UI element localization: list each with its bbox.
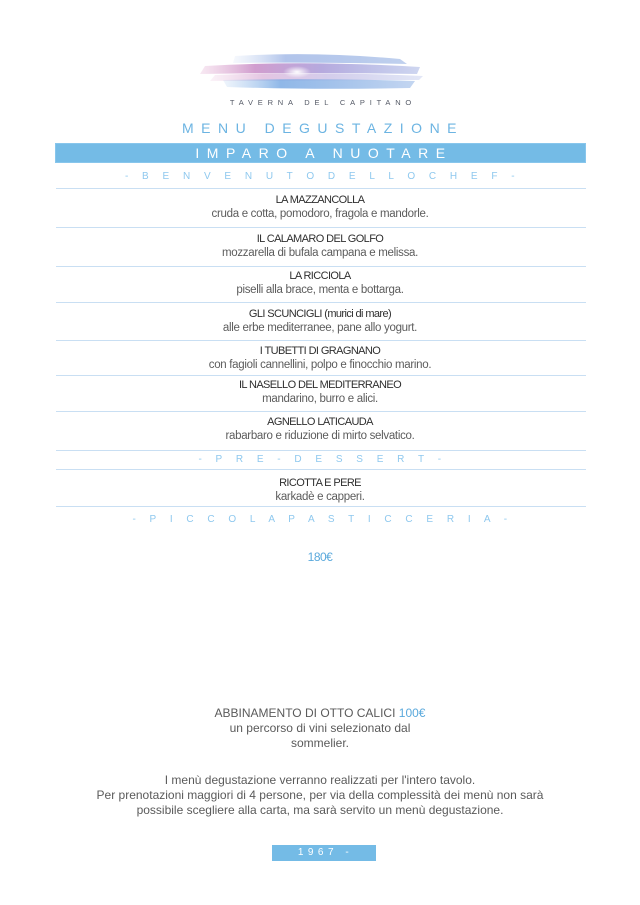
dish-item [0,193,640,222]
section-pastry: - P I C C O L A P A S T I C C E R I A - [132,514,513,525]
dish-description: alle erbe mediterranee, pane allo yogurt. [222,322,418,334]
dish-item [0,232,640,261]
brand-name: TAVERNA DEL CAPITANO [229,98,417,107]
menu-title: MENU DEGUSTAZIONE [181,120,465,136]
note-line: I menù degustazione verranno realizzati per l'intero tavolo. [164,773,476,787]
divider [56,188,586,189]
divider [56,506,586,507]
dish-name: IL NASELLO DEL MEDITERRANEO [238,379,402,391]
menu-price: 180€ [307,550,333,564]
dish-name: I TUBETTI DI GRAGNANO [259,345,381,357]
wine-pairing [0,706,640,751]
dish-name: GLI SCUNCIGLI (murici di mare) [248,308,392,320]
menu-banner [55,143,586,163]
dish-item [0,476,640,505]
pairing-description: un percorso di vini selezionato dal [229,721,411,735]
banner-title: IMPARO A NUOTARE [195,145,453,161]
note-line: possibile scegliere alla carta, ma sarà servito un menù degustazione. [136,803,504,817]
dish-item [0,307,640,336]
dish-name: LA RICCIOLA [289,270,351,282]
dish-description: cruda e cotta, pomodoro, fragola e mandorle. [211,208,429,220]
dish-item [0,415,640,444]
dish-name: LA MAZZANCOLLA [275,194,365,206]
dish-description: mozzarella di bufala campana e melissa. [221,247,419,259]
divider [56,469,586,470]
dish-description: piselli alla brace, menta e bottarga. [236,284,404,296]
divider [56,302,586,303]
dish-item [0,344,640,373]
pairing-price: 100€ [398,706,426,720]
dish-name: RICOTTA E PERE [279,477,361,489]
pairing-label: ABBINAMENTO DI OTTO CALICI [214,706,396,720]
pairing-description-cont: sommelier. [290,736,349,750]
section-welcome: - B E N V E N U T O D E L L O C H E F - [124,171,521,182]
divider [56,340,586,341]
dish-description: mandarino, burro e alici. [262,393,378,405]
divider [56,411,586,412]
section-pre-dessert: - P R E - D E S S E R T - [198,454,447,465]
dish-name: AGNELLO LATICAUDA [267,416,373,428]
dish-description: rabarbaro e riduzione di mirto selvatico. [225,430,415,442]
dish-item [0,378,640,407]
note-line: Per prenotazioni maggiori di 4 persone, per via della complessità dei menù non sarà [96,788,544,802]
dish-name: IL CALAMARO DEL GOLFO [256,233,384,245]
dish-item [0,269,640,298]
brush-stroke-logo-icon [195,50,425,94]
dish-description: karkadè e capperi. [275,491,365,503]
divider [56,450,586,451]
divider [56,266,586,267]
dish-description: con fagioli cannellini, polpo e finocchio marino. [208,359,432,371]
menu-note [0,773,640,818]
divider [56,227,586,228]
years-badge: 1967 - 2026 [272,845,376,861]
divider [56,375,586,376]
